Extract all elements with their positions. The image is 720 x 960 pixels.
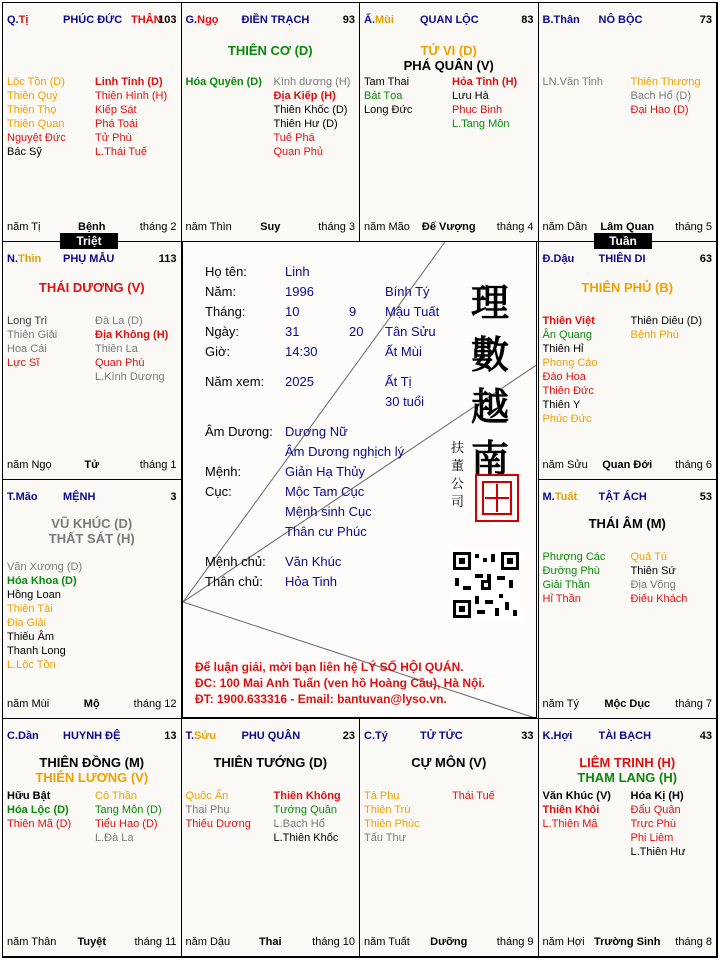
palace-stage: Tử [84,459,100,471]
palace-stage: Quan Đới [602,459,653,471]
star-item: Tử Phù [95,132,132,144]
star-item: Kình dương (H) [273,76,351,88]
palace-name: PHỤ MẪU [63,252,115,265]
star-item: Thai Phụ [185,803,230,816]
star-list-left [543,314,598,426]
palace-footer [186,221,356,234]
palace-header [543,253,713,267]
palace-year: năm Sửu [542,459,588,471]
day-solar: 31 [285,324,300,339]
calligraphy-char-2: 數 [471,332,510,377]
palace-year: năm Dần [542,220,588,233]
palace-footer [543,698,713,711]
palace-year: năm Tị [7,220,41,233]
star-list-right [631,75,701,117]
palace-year: năm Ngọ [7,459,52,471]
palace-number: 53 [699,491,712,503]
palace-chi: Thìn [18,252,42,265]
palace-thin [2,241,182,481]
star-item: Thiên Thọ [7,104,57,116]
hour-label: Giờ: [205,344,231,359]
month-lunar-num: 9 [349,304,357,319]
star-list-left [543,789,611,831]
palace-name: THIÊN DI [598,252,646,265]
star-item: Thiên Hỉ [542,342,584,355]
star-item: Thanh Long [7,645,66,657]
star-item: Hỉ Thần [542,593,581,605]
palace-year: năm Tý [542,697,579,710]
palace-stage: Tuyệt [77,936,107,948]
day-label: Ngày: [205,324,239,339]
star-item: Thiên Trù [364,803,411,816]
amduong-2: Âm Dương nghịch lý [285,444,405,459]
main-star: THÁI DƯƠNG (V) [38,279,145,295]
main-star: THIÊN CƠ (D) [227,43,313,58]
palace-chi: Tuất [554,491,578,503]
palace-month: tháng 8 [675,936,712,948]
main-star: THIÊN ĐỒNG (M) [39,754,145,770]
star-item: Thiên Phúc [364,817,420,830]
star-item: Long Đức [364,104,413,116]
star-list-right [631,314,703,342]
palace-footer [7,698,177,711]
star-item: Đường Phù [542,565,600,577]
star-item: L.Thái Tuế [95,146,147,158]
palace-year: năm Mão [364,220,410,233]
day-lunar-num: 20 [349,324,364,339]
palace-chi: Sửu [194,729,217,742]
star-item: Bạch Hổ (D) [630,90,692,102]
palace-stage: Trường Sinh [593,936,661,948]
palace-header [7,253,177,267]
star-item: Thiên Quan [7,118,65,130]
palace-number: 103 [158,14,177,26]
palace-mui [359,2,539,242]
star-item: Điếu Khách [630,593,688,605]
palace-chi: Dần [18,729,39,742]
star-item: Thái Tuế [452,789,495,802]
palace-ty [359,718,539,958]
star-item: Hoa Cái [7,342,47,355]
palace-name: HUYNH ĐỆ [63,729,121,742]
star-item: Thiên Khôi [542,803,600,816]
star-list-right [631,550,688,606]
star-list-right [95,789,162,845]
star-item: Hữu Bật [7,789,51,802]
star-item: L.Tang Môn [452,118,510,130]
star-list-left [7,314,57,370]
palace-month: tháng 5 [675,220,712,233]
star-item: Thiếu Dương [185,817,251,830]
palace-dau [538,241,718,481]
star-item: Hóa Quyền (D) [185,76,262,88]
month-lunar: Mậu Tuất [385,304,440,319]
star-item: Thiên Đức [542,384,594,397]
star-item: Thiên Khốc (D) [273,104,348,116]
star-item: Địa Kiếp (H) [273,90,336,102]
palace-month: tháng 10 [312,936,355,948]
palace-than [538,2,718,242]
main-star: VŨ KHÚC (D) [51,516,133,531]
name-label: Họ tên: [205,264,247,279]
palace-can: Đ. [542,252,554,265]
palace-footer [7,221,177,234]
contact-phone-email: ĐT: 1900.633316 - Email: bantuvan@lyso.vn. [195,692,447,706]
thanchu: Hỏa Tinh [285,574,338,589]
star-list-left [186,789,251,831]
star-item: L.Bạch Hổ [273,817,325,830]
palace-month: tháng 12 [133,697,177,710]
palace-stage: Mộc Dục [604,697,651,710]
star-item: Giải Thần [542,579,590,591]
palace-number: 43 [699,729,712,742]
star-list-right [274,75,351,159]
main-star: PHÁ QUÂN (V) [403,58,494,73]
palace-year: năm Mùi [7,697,50,710]
star-item: Địa Không (H) [95,328,169,341]
star-item: Phá Toái [95,118,138,130]
cuc-3: Thân cư Phúc [285,524,367,539]
star-item: Đà La (D) [95,314,143,327]
star-item: L.Thiên Khốc [273,831,339,844]
star-list-right [95,314,168,384]
star-list-left [364,789,420,845]
star-item: Ân Quang [542,328,593,341]
hour-lunar: Ất Mùi [385,344,422,359]
star-item: Long Trì [7,314,48,327]
palace-number: 83 [521,14,534,26]
contact-line-1: Để luận giải, mời bạn liên hệ LÝ SỐ HỘI QUÁN. [195,660,464,674]
star-item: Thiên Giải [7,328,58,341]
star-item: Đẩu Quân [630,803,681,816]
palace-stage: Bệnh [78,220,106,233]
palace-header [364,14,534,28]
palace-ti [2,2,182,242]
star-list-left [7,789,71,831]
palace-name: TÀI BẠCH [598,729,652,742]
star-list-right [452,789,495,803]
star-item: Kiếp Sát [95,104,137,116]
palace-year: năm Tuất [364,936,410,948]
star-item: Tang Môn (D) [95,803,162,816]
palace-suu [181,718,361,958]
view-year: 2025 [285,374,314,389]
menhchu-label: Mệnh chủ: [205,554,266,569]
star-item: Thiên Hư (D) [273,118,338,130]
palace-stage: Thai [258,936,282,948]
palace-name: ĐIỀN TRẠCH [241,14,310,26]
palace-number: 63 [699,252,712,265]
star-item: Thiên Việt [542,314,595,327]
tuan-tag: Tuần [594,233,652,249]
palace-header [543,730,713,744]
palace-chi: Tý [375,729,388,742]
palace-name: NÔ BỘC [598,14,643,26]
palace-can: Q. [7,14,19,26]
month-label: Tháng: [205,304,246,319]
palace-month: tháng 7 [675,697,712,710]
star-item: Hóa Kị (H) [630,789,684,802]
star-item: Tả Phụ [364,789,400,802]
palace-footer [364,221,534,234]
palace-stage: Lâm Quan [600,220,655,233]
palace-can: T. [7,491,16,503]
palace-chi: Ngọ [197,14,219,26]
star-list-right [452,75,517,131]
palace-year: năm Thìn [185,220,232,233]
star-item: Tướng Quân [273,803,337,816]
star-item: Thiên Tài [7,603,53,615]
star-item: Văn Xương (D) [7,561,83,573]
palace-stage: Dưỡng [430,936,468,948]
palace-header [186,730,356,744]
amduong-label: Âm Dương: [205,424,273,439]
star-item: Thiên Quý [7,90,58,102]
palace-header [7,491,177,505]
star-item: Lực Sĩ [7,356,40,369]
palace-ngo [181,2,361,242]
star-item: Lộc Tồn (D) [7,76,65,88]
palace-can: Ấ. [364,14,375,26]
main-star: THAM LANG (H) [577,769,678,785]
calligraphy-char-1: 理 [471,280,510,325]
star-item: Thiên Thương [630,76,701,88]
star-item: Phượng Các [542,551,606,563]
palace-number: 3 [170,491,177,503]
star-list-left [7,75,66,159]
palace-header [7,14,177,28]
main-star: CỰ MÔN (V) [411,754,487,770]
year-solar: 1996 [285,284,314,299]
palace-can: M. [542,491,555,503]
center-panel [182,241,537,718]
palace-header [186,14,356,28]
palace-number: 33 [521,729,534,742]
star-item: Văn Khúc (V) [542,789,611,802]
star-item: Thiên Y [542,398,581,411]
palace-tuat [538,479,718,719]
star-list-right [274,789,341,845]
triet-tag: Triệt [60,233,118,249]
palace-chi: Tị [18,14,29,26]
star-item: Thiên Diêu (D) [630,314,703,327]
contact-address: ĐC: 100 Mai Anh Tuấn (ven hồ Hoàng Cầu), Hà Nội. [195,676,486,690]
year-lunar: Bính Tý [385,284,430,299]
palace-number: 23 [342,729,355,742]
palace-footer [543,459,713,472]
star-item: Đại Hao (D) [630,104,689,116]
palace-footer [186,936,356,949]
hour-value: 14:30 [285,344,318,359]
palace-chi: Mão [15,491,38,503]
small-char-3: 公 [451,477,465,492]
qr-code [451,550,521,620]
star-item: Cô Thần [95,789,137,802]
calligraphy-char-3: 越 [471,384,510,429]
palace-month: tháng 6 [675,459,712,471]
month-solar: 10 [285,304,300,319]
star-item: Bác Sỹ [7,146,42,158]
palace-chi: Mùi [375,14,394,26]
star-item: Hóa Lộc (D) [7,803,69,816]
small-char-1: 扶 [451,441,465,456]
star-item: L.Thiên Mã [542,817,598,830]
palace-month: tháng 3 [318,220,355,233]
palace-name: PHU QUÂN [241,729,301,742]
main-star: THẤT SÁT (H) [48,531,135,546]
star-item: Địa Võng [630,579,676,591]
palace-month: tháng 2 [139,220,177,233]
palace-footer [364,936,534,949]
star-item: Lưu Hà [452,90,489,102]
palace-year: năm Hợi [542,936,585,948]
menh-label: Mệnh: [205,464,242,479]
star-list-right [631,789,686,859]
palace-can: N. [7,252,18,265]
star-item: Tiểu Hao (D) [95,817,158,830]
thanchu-label: Thân chủ: [205,574,263,589]
palace-stage: Suy [260,220,281,233]
amduong: Dương Nữ [285,424,348,439]
star-item: Tấu Thư [364,831,407,844]
palace-stage: Đế Vượng [421,220,476,233]
palace-dan [2,718,182,958]
star-item: Hồng Loan [7,589,61,601]
star-item: Đào Hoa [542,370,586,383]
star-item: Linh Tinh (D) [95,76,163,88]
palace-name: PHÚC ĐỨC [63,14,123,26]
star-item: Nguyệt Đức [7,132,66,144]
menh: Giản Hạ Thủy [285,464,365,479]
star-list-left [543,550,606,606]
main-star: THIÊN PHỦ (B) [581,279,674,295]
star-item: Thiên La [95,342,138,355]
main-star: LIÊM TRINH (H) [579,754,676,770]
view-year-label: Năm xem: [205,374,265,389]
view-year-lunar: Ất Tị [385,374,412,389]
age: 30 tuổi [385,394,425,409]
star-list-right [95,75,167,159]
main-star: TỬ VI (D) [420,43,477,58]
star-item: Bệnh Phù [630,328,679,341]
palace-can: C. [7,729,18,742]
palace-header [7,730,177,744]
palace-hoi [538,718,718,958]
star-item: Địa Giải [7,617,47,629]
star-item: LN.Văn Tinh [542,76,604,88]
palace-number: 13 [164,729,177,742]
star-list-left [7,560,82,672]
year-label: Năm: [205,284,237,299]
palace-name: MỆNH [63,491,96,503]
palace-year: năm Dậu [185,936,231,948]
palace-month: tháng 11 [134,936,177,948]
small-char-4: 司 [451,495,465,510]
star-item: Tam Thai [364,76,410,88]
main-star: THIÊN TƯỚNG (D) [213,754,328,770]
palace-footer [7,936,177,949]
star-item: Tuế Phá [273,132,315,144]
cuc-2: Mệnh sinh Cục [285,504,372,519]
main-star: THÁI ÂM (M) [588,516,666,531]
star-item: Hỏa Tinh (H) [452,76,518,88]
palace-header [543,491,713,505]
main-star: THIÊN LƯƠNG (V) [35,769,149,785]
palace-number: 73 [699,14,712,26]
star-item: L.Kình Dương [95,370,165,383]
palace-name: TẬT ÁCH [598,491,647,503]
day-lunar: Tân Sửu [385,324,436,339]
star-item: Phục Binh [452,104,503,116]
palace-chi: Thân [553,14,580,26]
palace-month: tháng 4 [496,220,534,233]
palace-name: QUAN LỘC [420,14,479,26]
star-item: Hóa Khoa (D) [7,575,77,587]
menhchu: Văn Khúc [285,554,342,569]
star-item: Phi Liêm [630,831,674,844]
star-list-left [186,75,262,89]
star-item: Trực Phù [630,817,676,830]
star-list-left [364,75,412,117]
star-item: Phong Cáo [542,356,598,369]
star-item: Quan Phù [95,356,145,369]
star-item: Thiếu Âm [7,631,55,643]
palace-header [543,14,713,28]
star-item: Phúc Đức [542,412,592,425]
red-seal [475,474,519,522]
than-marker: THÂN [131,14,162,26]
palace-can: T. [185,729,195,742]
star-list-left [543,75,604,89]
star-item: Bát Tọa [364,90,403,102]
palace-month: tháng 1 [139,459,177,471]
palace-header [364,730,534,744]
star-item: L.Đà La [95,831,134,844]
star-item: Thiên Không [273,789,341,802]
palace-number: 113 [158,252,177,265]
star-item: L.Thiên Hư [630,845,686,858]
palace-chi: Hợi [553,729,573,742]
palace-name: TỬ TỨC [420,729,463,742]
star-item: Thiên Hình (H) [95,90,168,102]
palace-month: tháng 9 [496,936,534,948]
star-item: Thiên Sứ [630,565,676,577]
palace-footer [7,459,177,472]
palace-footer [543,221,713,234]
small-char-2: 董 [451,459,465,474]
star-item: Thiên Mã (D) [7,817,72,830]
calligraphy-char-4: 南 [471,436,510,481]
palace-can: G. [185,14,198,26]
palace-can: B. [542,14,554,26]
palace-can: K. [542,729,554,742]
cuc-label: Cục: [205,484,232,499]
palace-footer [543,936,713,949]
palace-mao [2,479,182,719]
name-value: Linh [285,264,310,279]
palace-year: năm Thân [7,936,57,948]
star-item: Quốc Ấn [185,789,229,802]
palace-chi: Dậu [553,252,575,265]
star-item: Quan Phủ [273,146,324,158]
star-item: Quả Tú [630,551,667,563]
cuc: Mộc Tam Cục [285,484,365,499]
palace-number: 93 [342,14,355,26]
star-item: L.Lộc Tồn [7,659,56,671]
palace-stage: Mộ [83,697,100,710]
palace-can: C. [364,729,375,742]
